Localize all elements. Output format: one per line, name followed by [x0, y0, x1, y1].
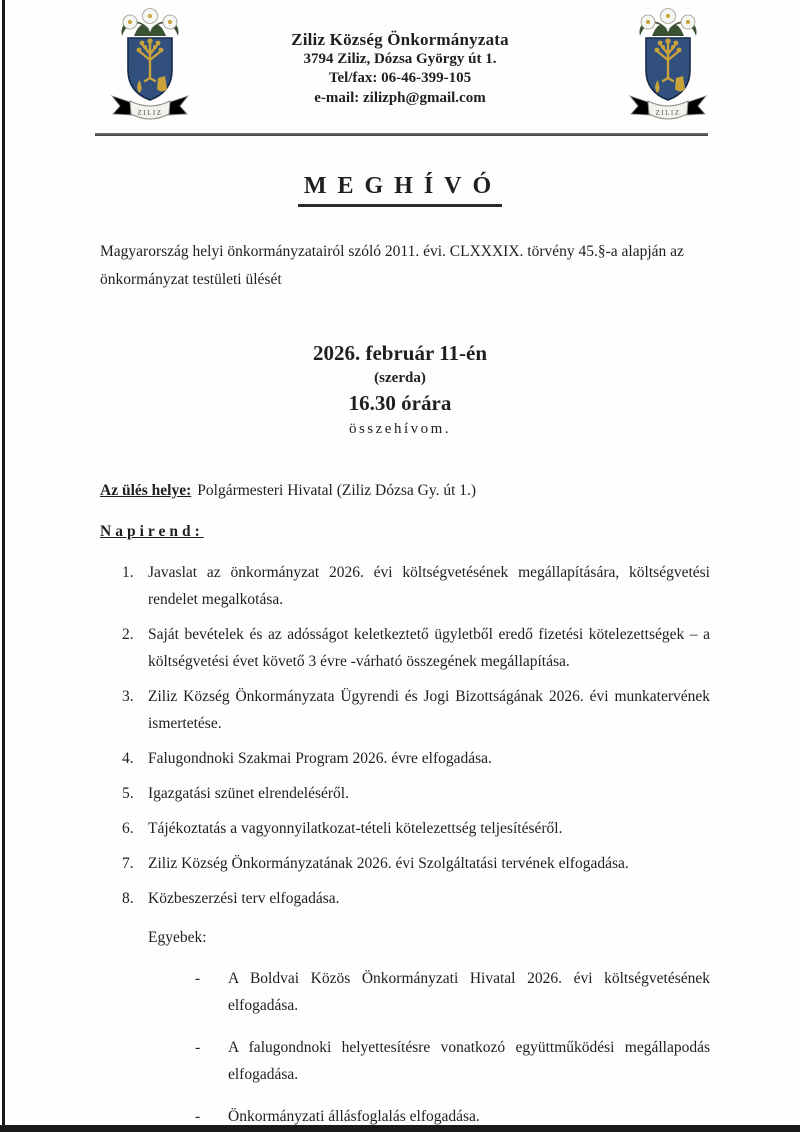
agenda-item-number: 5. — [122, 785, 134, 802]
other-item-text: A Boldvai Közös Önkormányzati Hivatal 2026. évi költségvetésének elfogadása. — [228, 970, 710, 1014]
agenda-item-number: 4. — [122, 750, 134, 767]
other-items-heading: Egyebek: — [148, 929, 207, 946]
meeting-date: 2026. február 11-én — [312, 341, 488, 365]
organization-name: Ziliz Község Önkormányzata — [291, 30, 509, 49]
letterhead — [0, 0, 800, 117]
agenda-item — [122, 850, 710, 877]
agenda-item-number: 8. — [122, 890, 134, 907]
agenda-item-text: Közbeszerzési terv elfogadása. — [148, 890, 340, 907]
agenda-item-text: Igazgatási szünet elrendeléséről. — [148, 785, 349, 802]
other-item-dash: - — [195, 970, 201, 987]
agenda-item-text: Saját bevételek és az adósságot keletkeztető ügyletből eredő fizetési kötelezettségek – a költségvetési évet követő 3 évre -várható összegének megállapítása. — [148, 626, 710, 670]
coat-of-arms-icon — [617, 8, 719, 126]
other-items-list — [195, 965, 710, 1130]
agenda-item-number: 6. — [122, 820, 134, 837]
agenda-item-text: Falugondnoki Szakmai Program 2026. évre elfogadása. — [148, 750, 492, 767]
crest-banner-text: ZILIZ — [655, 109, 681, 117]
agenda-item-text: Ziliz Község Önkormányzata Ügyrendi és Jogi Bizottságának 2026. évi munkatervének ismertetése. — [148, 688, 710, 732]
agenda-item — [122, 683, 710, 737]
agenda-item-text: Javaslat az önkormányzat 2026. évi költségvetésének megállapítására, költségvetési rendelet megalkotása. — [148, 564, 710, 608]
other-item-text: Önkormányzati állásfoglalás elfogadása. — [228, 1108, 480, 1125]
agenda-item-number: 3. — [122, 688, 134, 705]
agenda-heading: Napirend: — [100, 523, 204, 540]
scan-artifact-bottom-edge — [0, 1125, 800, 1132]
location-value: Polgármesteri Hivatal (Ziliz Dózsa Gy. út 1.) — [197, 482, 477, 499]
agenda-item-number: 1. — [122, 564, 134, 581]
other-item — [195, 1034, 710, 1088]
organization-telfax: Tel/fax: 06-46-399-105 — [328, 70, 472, 86]
meeting-location — [100, 482, 710, 500]
intro-paragraph: Magyarország helyi önkormányzatairól szóló 2011. évi. CLXXXIX. törvény 45.§-a alapján az önkormányzat testületi ülését — [100, 243, 684, 288]
meeting-datetime-block — [0, 340, 800, 441]
agenda-item — [122, 780, 710, 807]
agenda-item-text: Ziliz Község Önkormányzatának 2026. évi Szolgáltatási tervének elfogadása. — [148, 855, 629, 872]
agenda-item — [122, 885, 710, 912]
header-divider-rule — [95, 133, 708, 136]
meeting-weekday: (szerda) — [374, 370, 426, 386]
agenda-item — [122, 621, 710, 675]
document-title: MEGHÍVÓ — [298, 173, 502, 207]
agenda-item — [122, 745, 710, 772]
other-item-text: A falugondnoki helyettesítésre vonatkozó együttműködési megállapodás elfogadása. — [228, 1039, 710, 1083]
agenda-item — [122, 559, 710, 613]
meeting-time: 16.30 órára — [348, 391, 452, 415]
agenda-item-text: Tájékoztatás a vagyonnyilatkozat-tételi kötelezettség teljesítéséről. — [148, 820, 563, 837]
crest-banner-text: ZILIZ — [137, 109, 163, 117]
other-item — [195, 965, 710, 1019]
agenda-item-number: 7. — [122, 855, 134, 872]
location-label: Az ülés helye: — [100, 482, 192, 499]
convene-text: összehívom. — [348, 421, 452, 437]
agenda-item — [122, 815, 710, 842]
scan-artifact-left-edge — [2, 0, 5, 1132]
agenda-list — [122, 559, 710, 912]
organization-address: 3794 Ziliz, Dózsa György út 1. — [303, 50, 497, 67]
other-item-dash: - — [195, 1108, 201, 1125]
crest-flowers — [123, 9, 177, 30]
organization-email: e-mail: zilizph@gmail.com — [314, 89, 486, 106]
coat-of-arms-icon — [99, 8, 201, 126]
agenda-item-number: 2. — [122, 626, 134, 643]
other-item-dash: - — [195, 1039, 201, 1056]
